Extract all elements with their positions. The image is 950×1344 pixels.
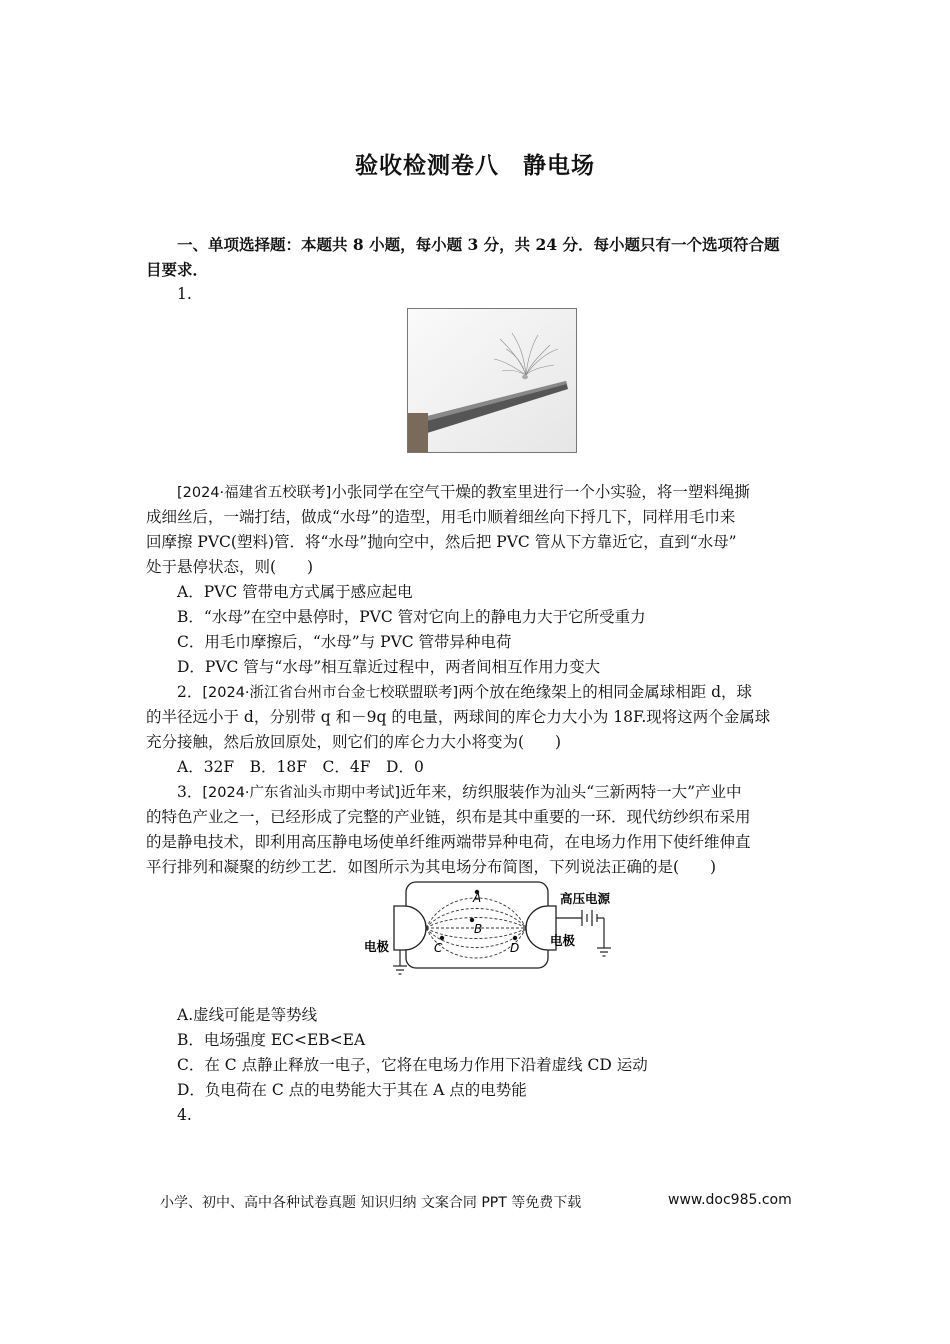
q2-stem-line2: 的半径远小于 d，分别带 q 和－9q 的电量，两球间的库仑力大小为 18F.现将这两个金属球: [146, 708, 771, 726]
point-c-dot: [440, 936, 444, 940]
point-b-label: B: [474, 922, 483, 936]
q3-stem-line1: [146, 780, 810, 806]
q1-option-b: B．“水母”在空中悬停时，PVC 管对它向上的静电力大于它所受重力: [177, 608, 646, 626]
q2-number: 2．: [177, 683, 203, 701]
q3-option-b: B．电场强度 EC<EB<EA: [177, 1031, 366, 1049]
q1-stem-line3: 回摩擦 PVC(塑料)管．将“水母”抛向空中，然后把 PVC 管从下方靠近它，直到“水母”: [146, 533, 737, 551]
q2-stem-line3: 充分接触，然后放回原处，则它们的库仑力大小将变为( ): [146, 733, 562, 751]
left-electrode: [394, 906, 426, 950]
right-ground-icon: [597, 948, 611, 956]
jellyfish-rod-image: [408, 309, 576, 452]
point-d-dot: [513, 936, 517, 940]
q3-option-d: D．负电荷在 C 点的电势能大于其在 A 点的电势能: [177, 1081, 527, 1099]
q1-stem-line1: [146, 480, 810, 506]
footer-url[interactable]: www.doc985.com: [668, 1192, 792, 1208]
q3-source: [2024·广东省汕头市期中考试]: [202, 785, 401, 801]
q2-source: [2024·浙江省台州市台金七校联盟联考]: [202, 685, 459, 701]
point-d-label: D: [510, 941, 520, 955]
left-ground-icon: [393, 966, 407, 974]
q2-stem-line1: [146, 680, 810, 706]
point-a-label: A: [473, 891, 482, 905]
footer-text: 小学、初中、高中各种试卷真题 知识归纳 文案合同 PPT 等免费下载: [160, 1195, 582, 1211]
electric-field-diagram: [360, 880, 630, 985]
q3-stem-line2: 的特色产业之一，已经形成了完整的产业链，织布是其中重要的一环．现代纺纱织布采用: [146, 808, 751, 826]
section-heading: 一、单项选择题：本题共 8 小题，每小题 3 分，共 24 分．每小题只有一个选项符合题: [177, 235, 780, 254]
q3-stem-line1-text: 近年来，纺织服装作为汕头“三新两特一大”产业中: [400, 783, 742, 801]
q1-option-d: D．PVC 管与“水母”相互靠近过程中，两者间相互作用力变大: [177, 658, 601, 676]
q1-source: [2024·福建省五校联考]: [177, 485, 332, 501]
page-title: 验收检测卷八 静电场: [355, 152, 595, 179]
q1-photo: [407, 308, 577, 453]
power-supply-label: 高压电源: [560, 891, 611, 906]
q2-options: A．32F B．18F C．4F D．0: [177, 758, 424, 776]
q1-stem-line2: 成细丝后，一端打结，做成“水母”的造型，用毛巾顺着细丝向下捋几下，同样用毛巾来: [146, 508, 736, 526]
page-footer: [160, 1192, 800, 1212]
q3-option-c: C．在 C 点静止释放一电子，它将在电场力作用下沿着虚线 CD 运动: [177, 1056, 648, 1074]
q3-option-a: A.虚线可能是等势线: [177, 1006, 318, 1024]
q1-number: 1.: [177, 285, 192, 303]
q2-stem-line1-text: 两个放在绝缘架上的相同金属球相距 d，球: [458, 683, 753, 701]
q1-stem-line4: 处于悬停状态，则( ): [146, 558, 314, 576]
point-c-label: C: [434, 941, 443, 955]
q1-stem-line1-text: 小张同学在空气干燥的教室里进行一个小实验，将一塑料绳撕: [331, 483, 750, 501]
q3-number: 3．: [177, 783, 203, 801]
section-heading-cont: 目要求．: [146, 260, 209, 279]
q4-number: 4.: [177, 1106, 192, 1124]
q3-stem-line4: 平行排列和凝聚的纺纱工艺．如图所示为其电场分布简图，下列说法正确的是( ): [146, 858, 717, 876]
left-electrode-label: 电极: [364, 939, 390, 954]
q3-stem-line3: 的是静电技术，即利用高压静电场使单纤维两端带异种电荷，在电场力作用下使纤维伸直: [146, 833, 751, 851]
q1-option-a: A．PVC 管带电方式属于感应起电: [177, 583, 413, 601]
right-electrode-label: 电极: [550, 933, 576, 948]
q1-option-c: C．用毛巾摩擦后，“水母”与 PVC 管带异种电荷: [177, 633, 512, 651]
